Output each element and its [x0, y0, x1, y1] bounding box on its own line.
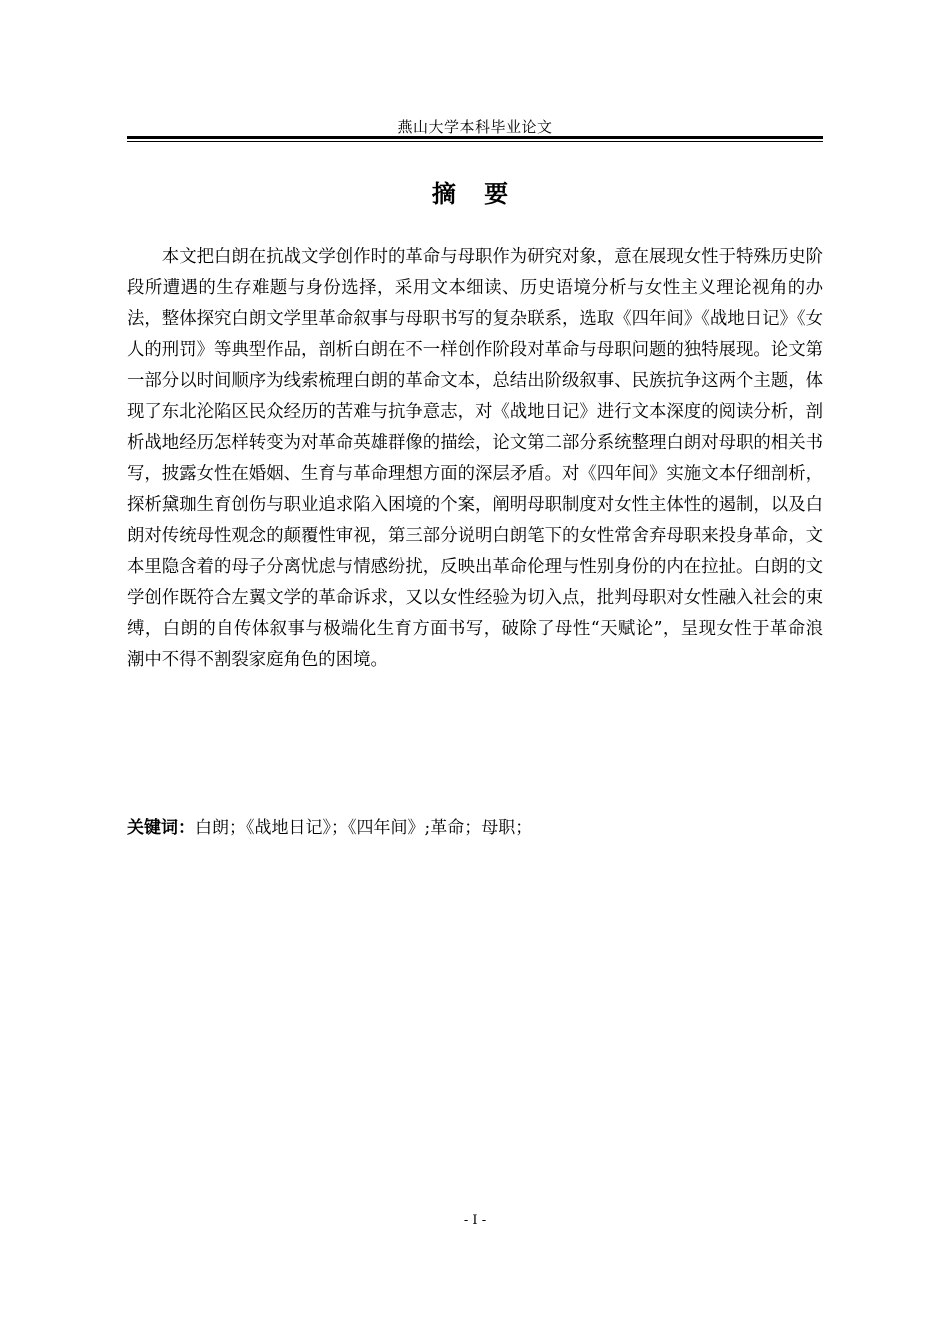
keywords-line: [127, 814, 823, 842]
abstract-body: 本文把白朗在抗战文学创作时的革命与母职作为研究对象，意在展现女性于特殊历史阶段所遭遇的生存难题与身份选择，采用文本细读、历史语境分析与女性主义理论视角的办法，整体探究白朗文学里革命叙事与母职书写的复杂联系，选取《四年间》《战地日记》《女人的刑罚》等典型作品，剖析白朗在不一样创作阶段对革命与母职问题的独特展现。论文第一部分以时间顺序为线索梳理白朗的革命文本，总结出阶级叙事、民族抗争这两个主题，体现了东北沦陷区民众经历的苦难与抗争意志，对《战地日记》进行文本深度的阅读分析，剖析战地经历怎样转变为对革命英雄群像的描绘，论文第二部分系统整理白朗对母职的相关书写，披露女性在婚姻、生育与革命理想方面的深层矛盾。对《四年间》实施文本仔细剖析，探析黛珈生育创伤与职业追求陷入困境的个案，阐明母职制度对女性主体性的遏制，以及白朗对传统母性观念的颠覆性审视，第三部分说明白朗笔下的女性常舍弃母职来投身革命，文本里隐含着的母子分离忧虑与情感纷扰，反映出革命伦理与性别身份的内在拉扯。白朗的文学创作既符合左翼文学的革命诉求，又以女性经验为切入点，批判母职对女性融入社会的束缚，白朗的自传体叙事与极端化生育方面书写，破除了母性“天赋论”，呈现女性于革命浪潮中不得不割裂家庭角色的困境。: [127, 247, 823, 670]
abstract-heading: 摘 要: [431, 180, 519, 208]
keywords-label: 关键词：: [127, 818, 195, 838]
header-rule-thick: [127, 136, 823, 139]
page-number: - I -: [463, 1213, 487, 1228]
running-header: 燕山大学本科毕业论文: [397, 118, 553, 136]
keywords-value: 白朗；《战地日记》；《四年间》;革命；母职；: [195, 818, 533, 838]
header-rule-thin: [127, 141, 823, 142]
